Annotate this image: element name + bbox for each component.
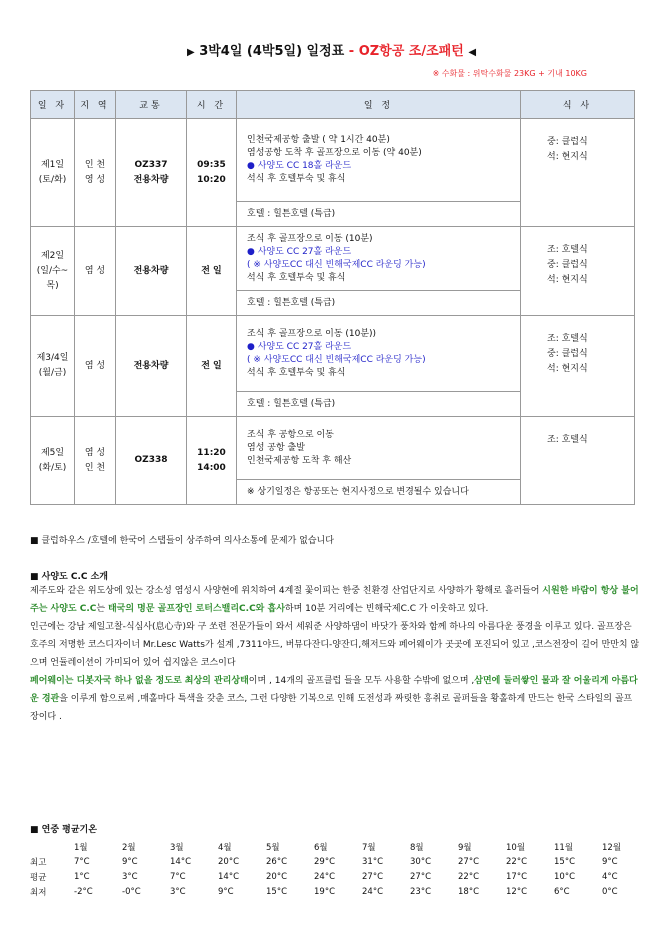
temperature-value: 3°C: [122, 871, 138, 882]
highlight-text: 태국의 명문 골프장인 로터스밸리C.C와 흡사: [107, 604, 285, 614]
time-cell-line: 10:20: [197, 174, 226, 185]
schedule-events: [237, 417, 520, 479]
schedule-line: 석식 후 호텔투숙 및 휴식: [247, 367, 346, 378]
temperature-value: 31°C: [362, 856, 384, 867]
arrow-left-icon: ◀: [468, 47, 477, 58]
notice-text: ■ 클럽하우스 /호텔에 한국어 스탭들이 상주하여 의사소통에 문제가 없습니다: [30, 536, 334, 546]
temperature-value: 3°C: [170, 886, 186, 897]
transport-cell: [116, 316, 187, 417]
day-cell: [31, 417, 75, 505]
header-transport: 교통: [116, 91, 187, 119]
schedule-line: 조식 후 골프장으로 이동 (10분)): [247, 328, 377, 339]
highlight-text: 삼면에 둘러쌓인 물과 잘 어울리게 아름다운 경관: [30, 676, 638, 704]
day-cell-line: (화/토): [38, 462, 67, 473]
temperature-value: 0°C: [602, 886, 618, 897]
time-cell-line: 09:35: [197, 159, 226, 170]
time-cell: [187, 227, 237, 316]
schedule-line: ● 사양도 CC 27홀 라운드: [247, 341, 352, 352]
row-label: 평균: [30, 872, 47, 883]
schedule-cell: [237, 316, 521, 417]
transport-cell-line: OZ338: [134, 455, 168, 465]
climate-heading: ■ 연중 평균기온: [30, 825, 97, 835]
schedule-line: 석식 후 호텔투숙 및 휴식: [247, 174, 346, 184]
arrow-right-icon: ▶: [186, 47, 195, 58]
month-label: 2월: [122, 842, 136, 853]
header-area: 지 역: [75, 91, 116, 119]
course-description: [30, 582, 640, 726]
row-label: 최고: [30, 857, 47, 868]
temperature-value: 22°C: [506, 856, 528, 867]
body-text: 이며 , 14개의 골프클럽 들을 모두 사용할 수밖에 없으며 ,: [248, 676, 475, 686]
temperature-row: [30, 854, 648, 869]
temperature-value: 22°C: [458, 871, 480, 882]
transport-cell-line: OZ337: [134, 159, 168, 170]
month-label: 8월: [410, 842, 424, 853]
temperature-value: 20°C: [266, 871, 288, 882]
meal-item: 석: 현지식: [547, 364, 588, 374]
schedule-disclaimer: ※ 상기일정은 항공또는 현지사정으로 변경될수 있습니다: [237, 479, 520, 504]
months-row: [30, 839, 648, 854]
area-cell: [75, 417, 116, 505]
highlight-text: 시원한 바람이 항상 불어주는 사양도 C.C: [30, 586, 639, 614]
temperature-value: 9°C: [218, 886, 234, 897]
day-cell-line: 제1일: [40, 159, 65, 170]
meal-item: 석: 현지식: [547, 152, 588, 162]
temperature-value: 24°C: [314, 871, 336, 882]
day-cell: [31, 119, 75, 227]
hotel-info: 호텔 : 힐튼호텔 (특급): [237, 290, 520, 315]
schedule-events: [237, 227, 520, 290]
area-cell-line: 염 성: [84, 360, 106, 371]
schedule-line: 인천국제공항 도착 후 해산: [247, 455, 352, 466]
area-cell-line: 영 성: [84, 174, 106, 185]
day-cell-line: (토/화): [38, 174, 67, 185]
temperature-value: 14°C: [170, 856, 192, 867]
month-label: 12월: [602, 842, 622, 853]
meals-cell: [521, 417, 635, 505]
schedule-line: 염성 공항 출발: [247, 442, 305, 453]
meals-cell: [521, 227, 635, 316]
month-label: 7월: [362, 842, 376, 853]
temperature-value: 27°C: [410, 871, 432, 882]
temperature-value: 7°C: [74, 856, 90, 867]
schedule-line: ( ※ 사양도CC 대신 빈해국제CC 라운딩 가능): [247, 259, 426, 270]
temperature-value: 9°C: [122, 856, 138, 867]
meal-item: 조: 호텔식: [547, 334, 588, 344]
meal-item: 조: 호텔식: [547, 435, 588, 445]
temperature-value: 17°C: [506, 871, 528, 882]
month-label: 4월: [218, 842, 232, 853]
meals-cell: [521, 119, 635, 227]
temperature-value: 15°C: [554, 856, 576, 867]
time-cell: [187, 316, 237, 417]
temperature-value: 27°C: [458, 856, 480, 867]
schedule-line: 염성공항 도착 후 골프장으로 이동 (약 40분): [247, 148, 422, 158]
month-label: 10월: [506, 842, 526, 853]
area-cell-line: 염 성: [84, 265, 106, 276]
itinerary-row: [31, 316, 635, 417]
area-cell-line: 인 천: [84, 462, 106, 473]
title-main: 3박4일 (4박5일) 일정표: [199, 44, 345, 59]
schedule-line: 조식 후 골프장으로 이동 (10분): [247, 233, 373, 244]
schedule-line: 인천국제공항 출발 ( 약 1시간 40분): [247, 135, 390, 145]
header-time: 시 간: [187, 91, 237, 119]
month-label: 11월: [554, 842, 574, 853]
time-cell-line: 전 일: [201, 265, 222, 276]
schedule-line: ● 사양도 CC 27홀 라운드: [247, 246, 352, 257]
transport-cell: [116, 227, 187, 316]
time-cell-line: 전 일: [201, 360, 222, 371]
schedule-line: 조식 후 공항으로 이동: [247, 429, 334, 440]
temperature-value: 1°C: [74, 871, 90, 882]
day-cell: [31, 316, 75, 417]
day-cell-line: 제2일: [40, 250, 65, 261]
body-text: 하며 10분 거리에는 빈해국제C.C 가 이웃하고 있다.: [284, 604, 489, 614]
meal-item: 석: 현지식: [547, 275, 588, 285]
time-cell-line: 14:00: [197, 462, 226, 473]
table-header-row: [31, 91, 635, 119]
month-label: 5월: [266, 842, 280, 853]
time-cell-line: 11:20: [197, 447, 226, 458]
meal-item: 중: 클럽식: [547, 349, 588, 359]
hotel-info: 호텔 : 힐튼호텔 (특급): [237, 391, 520, 416]
itinerary-row: [31, 227, 635, 316]
row-label: 최저: [30, 887, 47, 898]
temperature-row: [30, 869, 648, 884]
itinerary-row: [31, 119, 635, 227]
course-heading: ■ 사양도 C.C 소개: [30, 572, 109, 582]
page-title: [0, 40, 663, 59]
temperature-value: 20°C: [218, 856, 240, 867]
temperature-value: 30°C: [410, 856, 432, 867]
hotel-info: 호텔 : 힐튼호텔 (특급): [237, 201, 520, 226]
temperature-value: 18°C: [458, 886, 480, 897]
schedule-line: ( ※ 사양도CC 대신 빈해국제CC 라운딩 가능): [247, 354, 426, 365]
area-cell: [75, 316, 116, 417]
temperature-value: 15°C: [266, 886, 288, 897]
transport-cell: [116, 119, 187, 227]
course-paragraph-2: 인근에는 강남 제일고찰-식심사(息心寺)와 구 쏘련 전문가들이 와서 세워준 사양하댐이 바닷가 풍차와 함께 하나의 아름다운 풍경을 이루고 있다. 골프장은 호주의 저명한 코스디자이너 Mr.Lesc Watts가 설계 ,7311야드, 버뮤다잔디-양잔디,해저드와 페어웨이가 곳곳에 포진되어 있고 ,코스전장이 길어 만만치 않으며 언듈레이션이 가미되어 있어 쉽지않은 코스이다: [30, 622, 640, 668]
transport-cell-line: 전용차량: [133, 265, 169, 276]
body-text: 을 이루게 함으로써 ,매홀마다 특색을 갖춘 코스, 그런 다양한 기복으로 인해 도전성과 짜릿한 흥취로 골퍼들을 황홀하게 만드는 한국 스타일의 골프장이다 .: [30, 694, 633, 722]
transport-cell-line: 전용차량: [133, 360, 169, 371]
temperature-value: 27°C: [362, 871, 384, 882]
course-paragraph-3: [30, 672, 640, 726]
temperature-value: 7°C: [170, 871, 186, 882]
day-cell-line: 제3/4일: [36, 353, 69, 363]
month-label: 1월: [74, 842, 88, 853]
area-cell: [75, 119, 116, 227]
month-label: 9월: [458, 842, 472, 853]
temperature-value: 29°C: [314, 856, 336, 867]
meals-cell: [521, 316, 635, 417]
temperature-value: -2°C: [74, 886, 93, 897]
schedule-events: [237, 316, 520, 391]
day-cell-line: 제5일: [40, 447, 65, 458]
header-date: 일 자: [31, 91, 75, 119]
month-label: 6월: [314, 842, 328, 853]
title-airline: OZ항공 조/조패턴: [358, 44, 464, 59]
temperature-value: 26°C: [266, 856, 288, 867]
schedule-cell: [237, 417, 521, 505]
day-cell-line: (일/수~목): [36, 265, 69, 291]
area-cell-line: 염 성: [84, 447, 106, 458]
temperature-value: 24°C: [362, 886, 384, 897]
schedule-cell: [237, 119, 521, 227]
body-text: 제주도와 같은 위도상에 있는 강소성 염성시 사양현에 위치하여 4계절 꽃이피는 한중 친환경 산업단지로 사양하가 황해로 흘러들어: [30, 586, 543, 596]
course-paragraph-1: [30, 582, 640, 618]
meal-item: 중: 클럽식: [547, 137, 588, 147]
header-meals: 식 사: [521, 91, 635, 119]
title-separator: -: [344, 44, 359, 59]
temperature-row: [30, 884, 648, 899]
row-label: [30, 839, 72, 854]
schedule-cell: [237, 227, 521, 316]
highlight-text: 페어웨이는 디봇자국 하나 없을 정도로 최상의 관리상태: [30, 676, 249, 686]
day-cell: [31, 227, 75, 316]
schedule-line: 석식 후 호텔투숙 및 휴식: [247, 272, 346, 283]
temperature-value: 12°C: [506, 886, 528, 897]
itinerary-row: [31, 417, 635, 505]
day-cell-line: (월/금): [38, 368, 67, 378]
month-label: 3월: [170, 842, 184, 853]
body-text: 는: [96, 604, 108, 614]
temperature-value: 9°C: [602, 856, 618, 867]
area-cell: [75, 227, 116, 316]
time-cell: [187, 417, 237, 505]
temperature-value: 14°C: [218, 871, 240, 882]
meal-item: 중: 클럽식: [547, 260, 588, 270]
meal-item: 조: 호텔식: [547, 245, 588, 255]
temperature-value: 19°C: [314, 886, 336, 897]
temperature-value: 4°C: [602, 871, 618, 882]
baggage-note: ※ 수화물 : 위탁수화물 23KG + 기내 10KG: [432, 69, 587, 78]
area-cell-line: 인 천: [84, 159, 106, 170]
schedule-line: ● 사양도 CC 18홀 라운드: [247, 161, 352, 171]
temperature-value: -0°C: [122, 886, 141, 897]
header-schedule: 일 정: [237, 91, 521, 119]
temperature-table: [30, 839, 648, 899]
transport-cell-line: 전용차량: [133, 174, 169, 185]
temperature-value: 23°C: [410, 886, 432, 897]
transport-cell: [116, 417, 187, 505]
temperature-value: 10°C: [554, 871, 576, 882]
temperature-value: 6°C: [554, 886, 570, 897]
time-cell: [187, 119, 237, 227]
itinerary-table: [30, 90, 635, 505]
schedule-events: [237, 119, 520, 201]
